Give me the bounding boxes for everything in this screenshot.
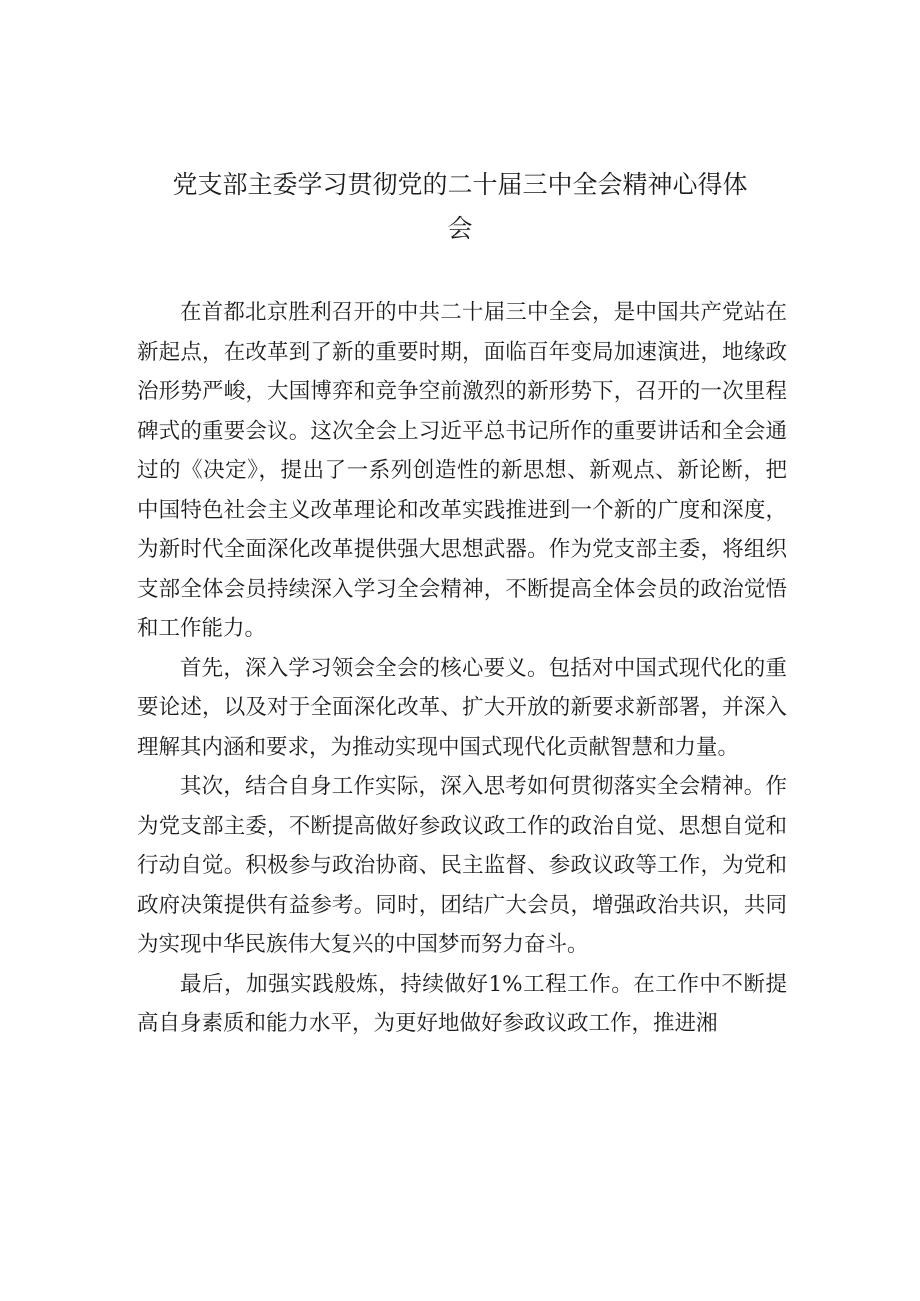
paragraph-3: 其次，结合自身工作实际，深入思考如何贯彻落实全会精神。作为党支部主委，不断提高做好参政议政工作的政治自觉、思想自觉和行动自觉。积极参与政治协商、民主监督、参政议政等工作，为党和政府决策提供有益参考。同时，团结广大会员，增强政治共识，共同为实现中华民族伟大复兴的中国梦而努力奋斗。 [137,774,787,957]
document-body [137,293,787,1044]
document-title [120,163,800,251]
title-line-2: 会 [447,214,473,243]
title-line-1: 党支部主委学习贯彻党的二十届三中全会精神心得体 [172,170,748,199]
paragraph-4: 最后，加强实践般炼，持续做好1%工程工作。在工作中不断提高自身素质和能力水平，为更好地做好参政议政工作，推进湘 [137,971,787,1036]
paragraph-1: 在首都北京胜利召开的中共二十届三中全会，是中国共产党站在新起点，在改革到了新的重要时期，面临百年变局加速演进，地缘政治形势严峻，大国博弈和竞争空前激烈的新形势下，召开的一次里程碑式的重要会议。这次全会上习近平总书记所作的重要讲话和全会通过的《决定》，提出了一系列创造性的新思想、新观点、新论断，把中国特色社会主义改革理论和改革实践推进到一个新的广度和深度，为新时代全面深化改革提供强大思想武器。作为党支部主委，将组织支部全体会员持续深入学习全会精神，不断提高全体会员的政治觉悟和工作能力。 [137,300,787,641]
paragraph-2: 首先，深入学习领会全会的核心要义。包括对中国式现代化的重要论述，以及对于全面深化改革、扩大开放的新要求新部署，并深入理解其内涵和要求，为推动实现中国式现代化贡献智慧和力量。 [137,655,787,760]
